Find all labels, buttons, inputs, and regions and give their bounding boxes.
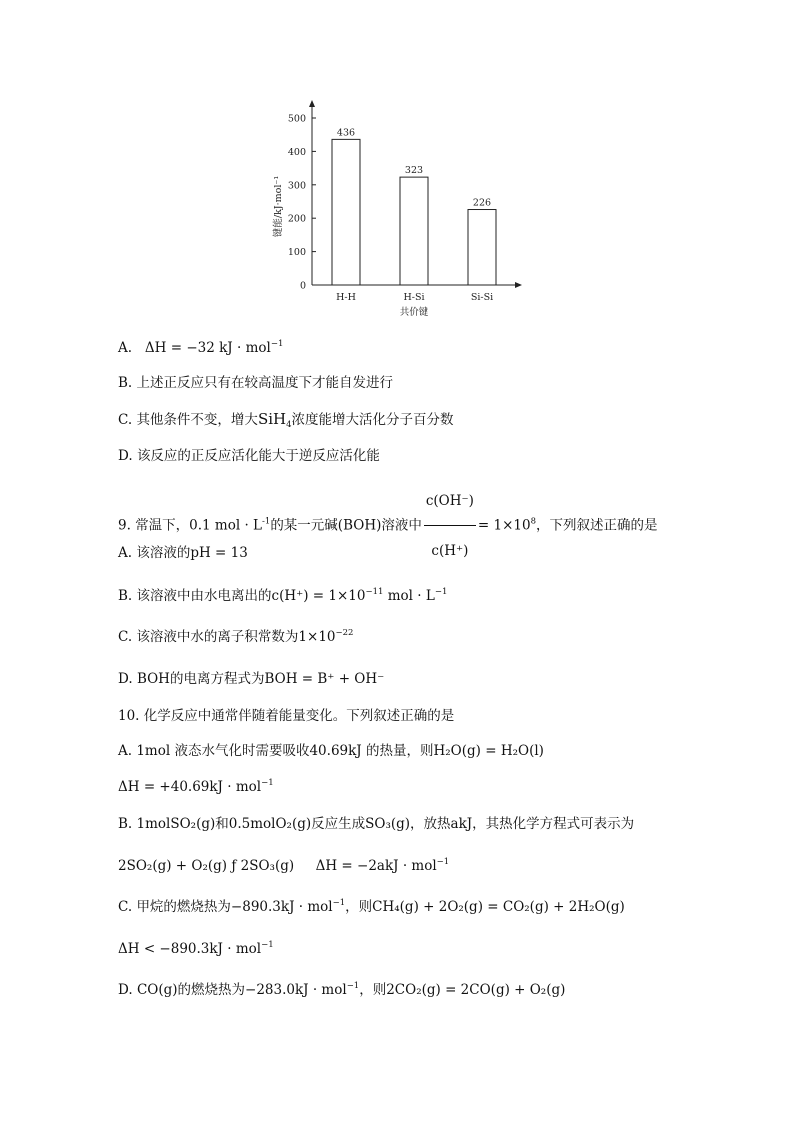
q9-option-a: A. 该溶液的pH = 13 — [118, 545, 248, 561]
x-tick-label: H-H — [336, 292, 356, 303]
q10-option-c: C. 甲烷的燃烧热为−890.3kJ · mol$^{-1}$，则CH₄(g) + 2O₂(g) = CO₂(g) + 2H₂O(g) — [118, 898, 625, 915]
q9-stem: 9. 常温下，0.1 mol · $L^{-1}$的某一元碱(BOH)溶液中 $\frac{c(OH^-)}{c(H^+)}$ = $1\times 10^8$，下列叙述正确的是 — [118, 478, 658, 574]
y-axis-arrow — [309, 100, 315, 107]
bar-data-label: 226 — [472, 197, 492, 209]
x-axis-arrow — [515, 282, 522, 288]
y-tick-label: 200 — [287, 213, 306, 225]
bar — [332, 139, 360, 285]
q8-option-a: A. ΔH = −32 kJ · mol$^{-1}$ — [118, 339, 284, 356]
y-tick-label: 300 — [287, 180, 306, 192]
x-axis-label: 共价键 — [399, 307, 429, 318]
q8-option-d: D. 该反应的正反应活化能大于逆反应活化能 — [118, 448, 380, 464]
q10-option-b-equation: 2SO₂(g) + O₂(g) ƒ 2SO₃(g) ΔH = −2akJ · mol$^{-1}$ — [118, 857, 450, 874]
q9-option-c: C. 该溶液中水的离子积常数为$1\times 10^{-22}$ — [118, 628, 354, 645]
y-tick-label: 400 — [287, 146, 306, 158]
q8-option-c: C. 其他条件不变，增大SiH$_4$浓度能增大活化分子百分数 — [118, 410, 454, 430]
y-tick-label: 500 — [287, 113, 306, 125]
q9-option-b: B. 该溶液中由水电离出的$c(H^+) = 1\times 10^{-11}$ mol · $L^{-1}$ — [118, 587, 448, 604]
q10-option-a-dh: ΔH = +40.69kJ · mol$^{-1}$ — [118, 778, 274, 795]
q10-option-d: D. CO(g)的燃烧热为−283.0kJ · mol$^{-1}$，则2CO₂(g) = 2CO(g) + O₂(g) — [118, 981, 566, 998]
x-tick-label: Si-Si — [470, 292, 494, 303]
q10-option-a: A. 1mol 液态水气化时需要吸收40.69kJ 的热量，则H₂O(g) = H₂O(l) — [118, 743, 544, 759]
bar — [400, 177, 428, 285]
bar — [468, 210, 496, 285]
q10-option-c-dh: ΔH < −890.3kJ · mol$^{-1}$ — [118, 940, 274, 957]
y-tick-label: 100 — [287, 247, 306, 259]
y-tick-label: 0 — [299, 280, 306, 292]
ratio-fraction: $\frac{c(OH^-)}{c(H^+)}$ — [424, 478, 476, 574]
y-axis-label: 键能/kJ·mol⁻¹ — [273, 175, 284, 238]
q8-option-b: B. 上述正反应只有在较高温度下才能自发进行 — [118, 375, 394, 391]
bond-energy-chart — [270, 95, 530, 330]
q9-option-d: D. BOH的电离方程式为BOH = B⁺ + OH⁻ — [118, 671, 385, 687]
bar-data-label: 436 — [336, 127, 356, 139]
q10-stem: 10. 化学反应中通常伴随着能量变化。下列叙述正确的是 — [118, 708, 455, 724]
bar-data-label: 323 — [404, 165, 424, 177]
q10-option-b: B. 1molSO₂(g)和0.5molO₂(g)反应生成SO₃(g)，放热akJ，其热化学方程式可表示为 — [118, 816, 635, 832]
x-tick-label: H-Si — [403, 292, 425, 303]
